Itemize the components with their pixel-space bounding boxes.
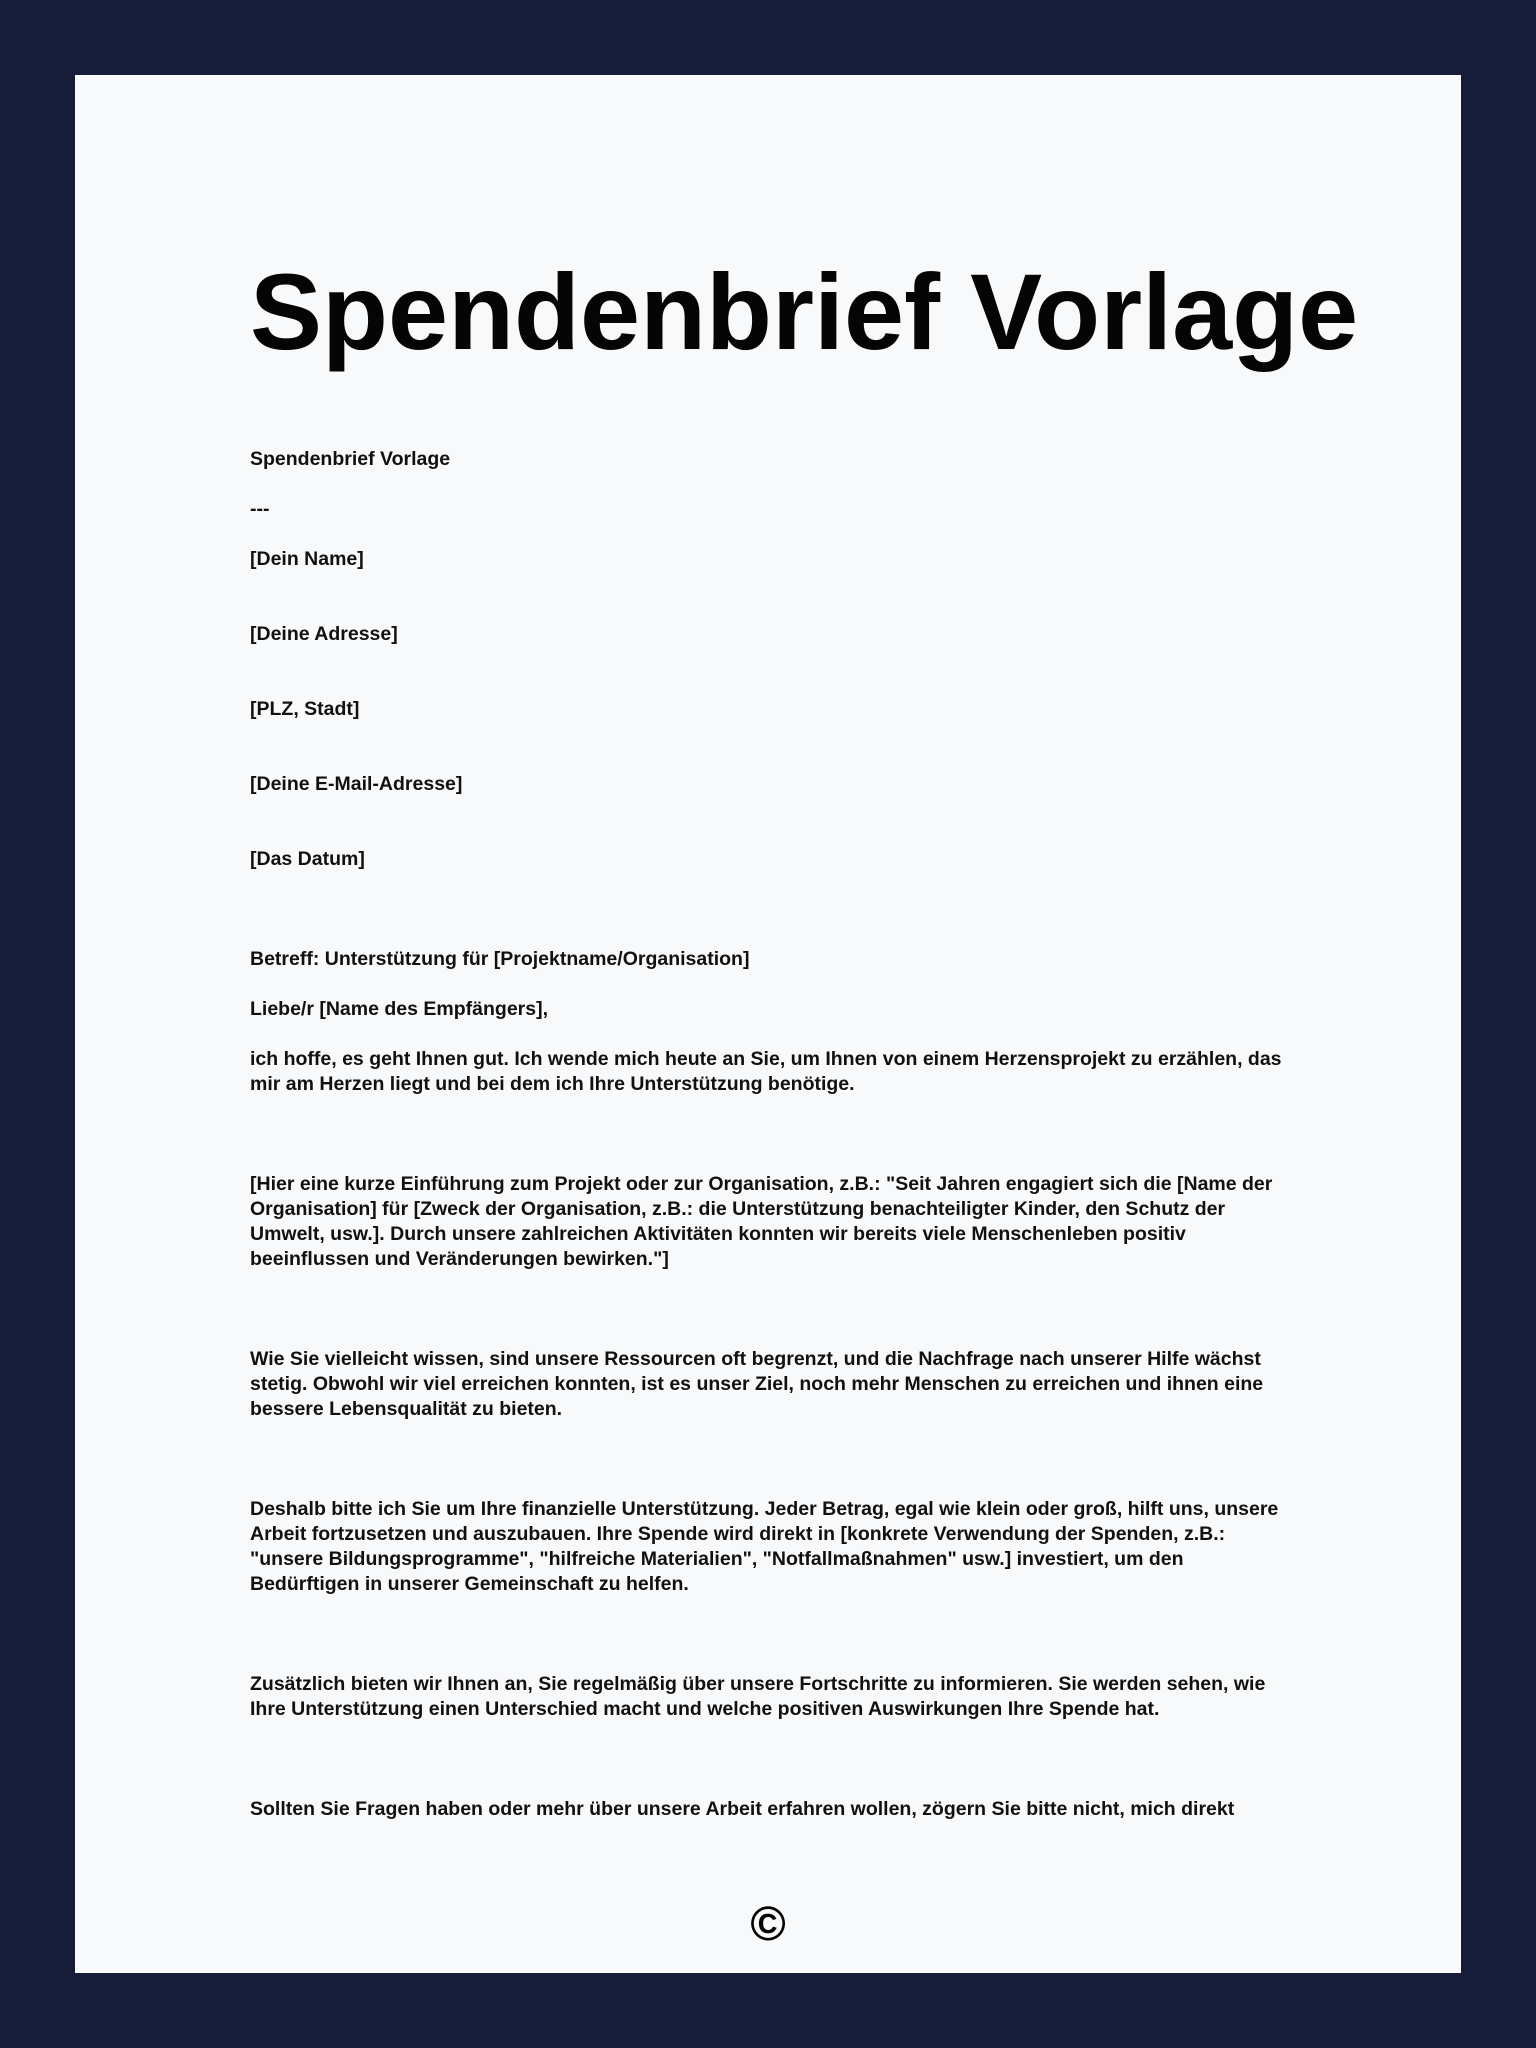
separator-line: ---	[250, 498, 270, 520]
letter-greeting: Liebe/r [Name des Empfängers],	[250, 998, 549, 1020]
sender-name: [Dein Name]	[250, 548, 364, 570]
letter-date: [Das Datum]	[250, 848, 365, 870]
letter-body	[250, 447, 1290, 1897]
sender-email: [Deine E-Mail-Adresse]	[250, 773, 463, 795]
paragraph-contact: Sollten Sie Fragen haben oder mehr über unsere Arbeit erfahren wollen, zögern Sie bitte nicht, mich direkt	[250, 1798, 1235, 1820]
paragraph-resources: Wie Sie vielleicht wissen, sind unsere Ressourcen oft begrenzt, und die Nachfrage nach unserer Hilfe wächst stetig. Obwohl wir viel erreichen konnten, ist es unser Ziel, noch mehr Menschen zu erreichen und ihnen eine bessere Lebensqualität zu bieten.	[250, 1348, 1264, 1420]
document-title: Spendenbrief Vorlage	[250, 251, 1359, 372]
letter-subtitle: Spendenbrief Vorlage	[250, 448, 451, 470]
copyright-symbol: ©	[750, 1898, 786, 1951]
sender-city: [PLZ, Stadt]	[250, 698, 360, 720]
sender-address: [Deine Adresse]	[250, 623, 398, 645]
paragraph-updates: Zusätzlich bieten wir Ihnen an, Sie regelmäßig über unsere Fortschritte zu informieren. Sie werden sehen, wie Ihre Unterstützung einen Unterschied macht und welche positiven Auswirkungen Ihre Spende hat.	[250, 1673, 1266, 1720]
paragraph-request: Deshalb bitte ich Sie um Ihre finanzielle Unterstützung. Jeder Betrag, egal wie klein oder groß, hilft uns, unsere Arbeit fortzusetzen und auszubauen. Ihre Spende wird direkt in [konkrete Verwendung der Spenden, z.B.: "unsere Bildungsprogramme", "hilfreiche Materialien", "Notfallmaßnahmen" usw.] investiert, um den Bedürftigen in unserer Gemeinschaft zu helfen.	[250, 1498, 1279, 1595]
paragraph-organisation: [Hier eine kurze Einführung zum Projekt oder zur Organisation, z.B.: "Seit Jahren engagiert sich die [Name der Organisation] für [Zweck der Organisation, z.B.: die Unterstützung benachteiligter Kinder, den Schutz der Umwelt, usw.]. Durch unsere zahlreichen Aktivitäten konnten wir bereits viele Menschenleben positiv beeinflussen und Veränderungen bewirken."]	[250, 1173, 1273, 1270]
letter-subject: Betreff: Unterstützung für [Projektname/Organisation]	[250, 948, 750, 970]
paragraph-intro: ich hoffe, es geht Ihnen gut. Ich wende mich heute an Sie, um Ihnen von einem Herzensprojekt zu erzählen, das mir am Herzen liegt und bei dem ich Ihre Unterstützung benötige.	[250, 1048, 1282, 1095]
document-page	[75, 75, 1461, 1973]
